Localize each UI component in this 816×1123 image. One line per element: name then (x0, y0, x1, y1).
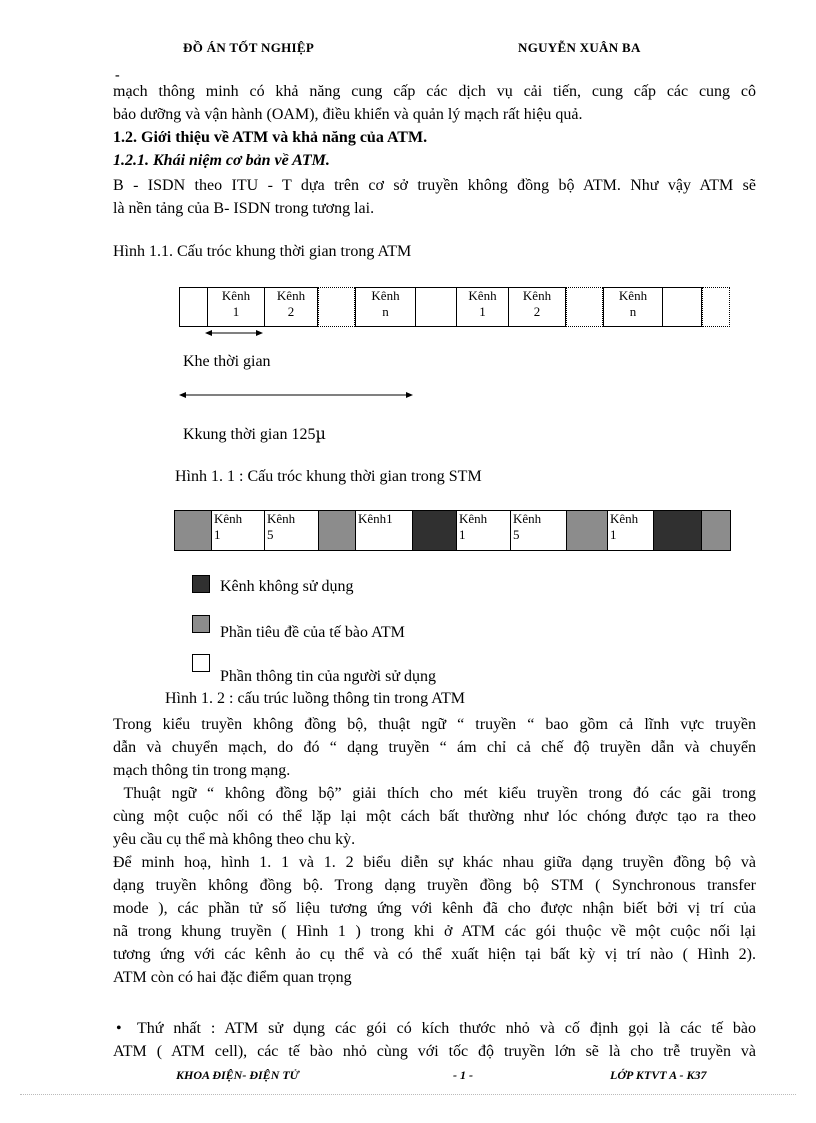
atm-header-cell (701, 510, 731, 551)
intro-line-2: bảo dưỡng và vận hành (OAM), điều khiển và quản lý mạch rất hiệu quả. (113, 106, 583, 123)
stm-cell: Kênh n (355, 287, 416, 327)
stm-cell: Kênh 1 (456, 287, 509, 327)
header-left: ĐỒ ÁN TỐT NGHIỆP (183, 40, 315, 55)
legend-header-swatch (192, 615, 210, 633)
stm-cell: Kênh 2 (264, 287, 318, 327)
stm-cell: Kênh n (603, 287, 663, 327)
header-mark: - (115, 68, 120, 83)
frame-time-arrow (179, 389, 419, 401)
bullet-paragraph (113, 1017, 756, 1063)
atm-unused-cell (412, 510, 457, 551)
body-p1-line-2: dẫn và chuyển mạch, do đó “ dạng truyền “ ám chỉ cả chế độ truyền dẫn và chuyển (113, 739, 756, 756)
figure-2-caption: Hình 1. 2 : cấu trúc luồng thông tin trong ATM (165, 690, 465, 707)
intro-paragraph (113, 80, 756, 126)
body-p1-line-3: mạch thông tin trong mạng. (113, 762, 291, 779)
body-p2-line-3: yêu cầu cụ thể mà không theo chu kỳ. (113, 831, 356, 848)
body-p4: ATM còn có hai đặc điểm quan trọng (113, 969, 352, 986)
bisdn-line-2: là nền tảng của B- ISDN trong tương lai. (113, 200, 375, 217)
stm-cell: Kênh 1 (207, 287, 265, 327)
stm-cell-empty (702, 287, 730, 327)
atm-header-cell (566, 510, 608, 551)
header-right: NGUYỄN XUÂN BA (518, 40, 641, 55)
bisdn-line-1: B - ISDN theo ITU - T dựa trên cơ sở truyền không đồng bộ ATM. Như vậy ATM sẽ (113, 177, 756, 194)
legend-info-label: Phần thông tin của người sử dụng (220, 668, 437, 685)
atm-info-cell: Kênh 5 (264, 510, 318, 551)
body-p3-line-4: nã trong khung truyền ( Hình 1 ) trong khi ở ATM các gói thuộc về một cuộc nối lại (113, 923, 756, 940)
body-p3-line-2: dạng truyền không đồng bộ. Trong dạng truyền đồng bộ STM ( Synchronous transfer (113, 877, 756, 894)
body-p2-line-2: cùng một cuộc nối có thể lặp lại một cách bất thường như lóc chóng được tạo ra theo (113, 808, 756, 825)
figure-1-title: Hình 1.1. Cấu tróc khung thời gian trong ATM (113, 243, 412, 260)
time-slot-label: Khe thời gian (183, 353, 271, 370)
intro-line-1: mạch thông minh có khả năng cung cấp các dịch vụ cải tiến, cung cấp các cung cô (113, 83, 756, 100)
stm-cell-empty (318, 287, 355, 327)
footer-right: LỚP KTVT A - K37 (610, 1068, 707, 1082)
figure-1-caption: Hình 1. 1 : Cấu tróc khung thời gian trong STM (175, 468, 482, 485)
body-p1-line-1: Trong kiểu truyền không đồng bộ, thuật ngữ “ truyền “ bao gồm cả lĩnh vực truyền (113, 716, 756, 733)
section-heading-1-2: 1.2. Giới thiệu về ATM và khả năng của ATM. (113, 129, 428, 146)
atm-header-cell (318, 510, 356, 551)
atm-info-cell: Kênh1 (355, 510, 413, 551)
body-p3-line-5: tương ứng với các kênh ảo cụ thể và có thể xuất hiện tại bất kỳ vị trí nào ( Hình 2). (113, 946, 756, 963)
legend-unused-label: Kênh không sử dụng (220, 578, 354, 595)
atm-info-cell: Kênh 1 (211, 510, 264, 551)
body-paragraph-2 (113, 782, 756, 851)
time-slot-arrow (205, 327, 275, 339)
body-p3-line-3: mode ), các phần tử số liệu tương ứng với kênh đã cho được nhận biết bởi vị trí của (113, 900, 756, 917)
body-paragraph-3 (113, 851, 756, 989)
body-p2-line-1: Thuật ngữ “ không đồng bộ” giải thích cho mét kiểu truyền trong đó các gãi trong (113, 785, 756, 802)
bullet-symbol: • (116, 1020, 122, 1037)
stm-cell: Kênh 2 (508, 287, 566, 327)
atm-unused-cell (653, 510, 702, 551)
bisdn-paragraph (113, 174, 756, 220)
frame-time-label: Kkung thời gian 125µ (183, 424, 326, 443)
atm-info-cell: Kênh 5 (510, 510, 567, 551)
atm-info-cell: Kênh 1 (607, 510, 654, 551)
footer-page-number: - 1 - (453, 1068, 473, 1082)
legend-info-swatch (192, 654, 210, 672)
footer-left: KHOA ĐIỆN- ĐIỆN TỬ (176, 1068, 299, 1082)
stm-cell (179, 287, 208, 327)
atm-header-cell (174, 510, 212, 551)
atm-info-cell: Kênh 1 (456, 510, 510, 551)
body-paragraph-1 (113, 713, 756, 782)
footer-divider (20, 1094, 796, 1095)
section-heading-1-2-1: 1.2.1. Khái niệm cơ bản về ATM. (113, 152, 330, 169)
bullet-line-2: ATM ( ATM cell), các tế bào nhỏ cùng với tốc độ truyền lớn sẽ là cho trễ truyền và (113, 1043, 756, 1060)
legend-header-label: Phần tiêu đề của tế bào ATM (220, 624, 405, 641)
legend-unused-swatch (192, 575, 210, 593)
stm-cell (415, 287, 457, 327)
bullet-line-1: Thứ nhất : ATM sử dụng các gói có kích thước nhỏ và cố định gọi là các tế bào (137, 1020, 756, 1037)
body-p3-line-1: Để minh hoạ, hình 1. 1 và 1. 2 biểu diễn sự khác nhau giữa dạng truyền đồng bộ và (113, 854, 756, 871)
stm-cell-empty (566, 287, 603, 327)
stm-cell (662, 287, 702, 327)
